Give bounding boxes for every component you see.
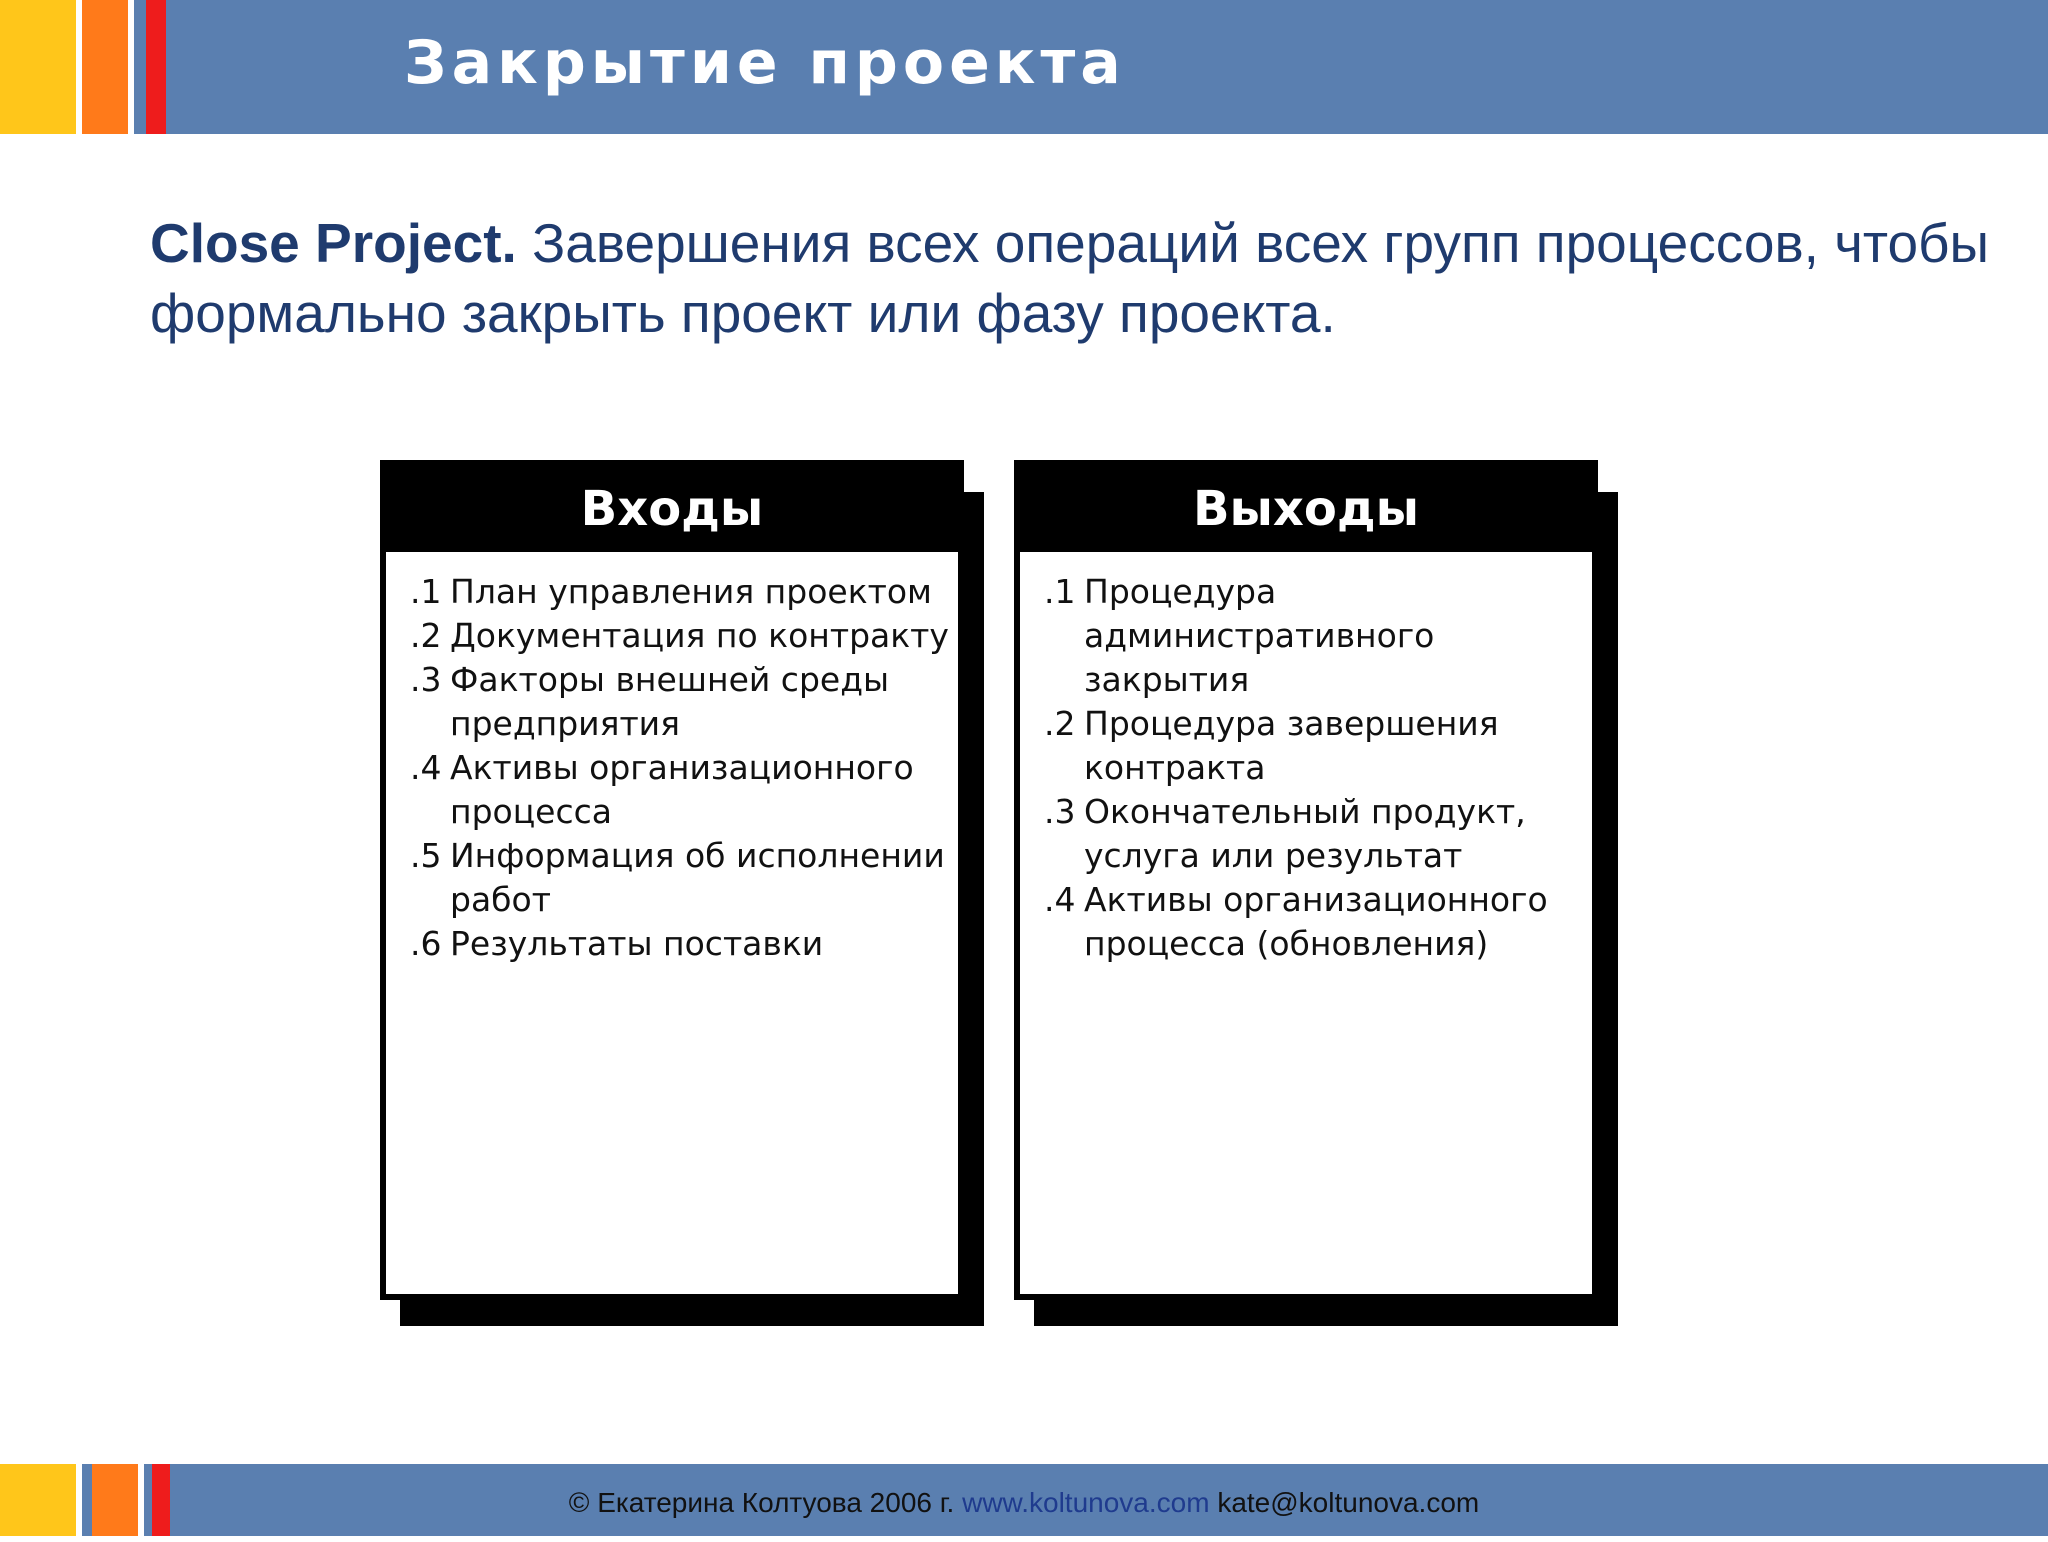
blue-stripe — [134, 0, 146, 134]
inputs-panel — [380, 460, 984, 1326]
item-number: .1 — [410, 572, 442, 611]
item-number: .1 — [1044, 572, 1076, 611]
list-item — [1044, 702, 1584, 790]
item-number: .2 — [1044, 704, 1076, 743]
copyright-text: © Екатерина Колтуова 2006 г. — [568, 1487, 963, 1518]
item-text: Результаты поставки — [450, 924, 824, 963]
red-stripe — [146, 0, 166, 134]
item-text: Процедура завершения контракта — [1084, 704, 1499, 787]
panel-card — [380, 460, 964, 1300]
footer-bar — [0, 1464, 2048, 1536]
panel-body — [1020, 552, 1592, 1294]
list-item — [1044, 570, 1584, 702]
item-text: Факторы внешней среды предприятия — [450, 660, 890, 743]
item-number: .2 — [410, 616, 442, 655]
inputs-list — [410, 570, 950, 966]
inputs-title: Входы — [580, 481, 764, 537]
outputs-title: Выходы — [1192, 481, 1420, 537]
list-item — [410, 922, 950, 966]
item-number: .6 — [410, 924, 442, 963]
list-item — [410, 834, 950, 922]
list-item — [410, 614, 950, 658]
list-item — [1044, 878, 1584, 966]
list-item — [410, 746, 950, 834]
item-text: План управления проектом — [450, 572, 932, 611]
item-number: .3 — [1044, 792, 1076, 831]
item-text: Документация по контракту — [450, 616, 949, 655]
email-text: kate@koltunova.com — [1209, 1487, 1480, 1518]
item-text: Активы организационного процесса — [450, 748, 914, 831]
item-number: .4 — [410, 748, 442, 787]
item-number: .5 — [410, 836, 442, 875]
slide-title: Закрытие проекта — [404, 28, 1126, 98]
panel-card — [1014, 460, 1598, 1300]
item-text: Процедура административного закрытия — [1084, 572, 1435, 699]
intro-bold-term: Close Project. — [150, 212, 517, 274]
item-text: Информация об исполнении работ — [450, 836, 945, 919]
item-text: Окончательный продукт, услуга или результат — [1084, 792, 1526, 875]
intro-paragraph — [150, 208, 1990, 348]
footer-credits — [0, 1464, 2048, 1542]
orange-stripe — [82, 0, 128, 134]
outputs-list — [1044, 570, 1584, 966]
yellow-stripe — [0, 0, 76, 134]
panel-body — [386, 552, 958, 1294]
header-bar — [0, 0, 2048, 134]
item-number: .3 — [410, 660, 442, 699]
intro-text: Завершения всех операций всех групп процессов, чтобы формально закрыть проект или фазу проекта. — [150, 212, 1990, 344]
website-link[interactable]: www.koltunova.com — [962, 1487, 1210, 1518]
outputs-panel — [1014, 460, 1618, 1326]
item-number: .4 — [1044, 880, 1076, 919]
list-item — [410, 658, 950, 746]
list-item — [410, 570, 950, 614]
list-item — [1044, 790, 1584, 878]
item-text: Активы организационного процесса (обновления) — [1084, 880, 1548, 963]
